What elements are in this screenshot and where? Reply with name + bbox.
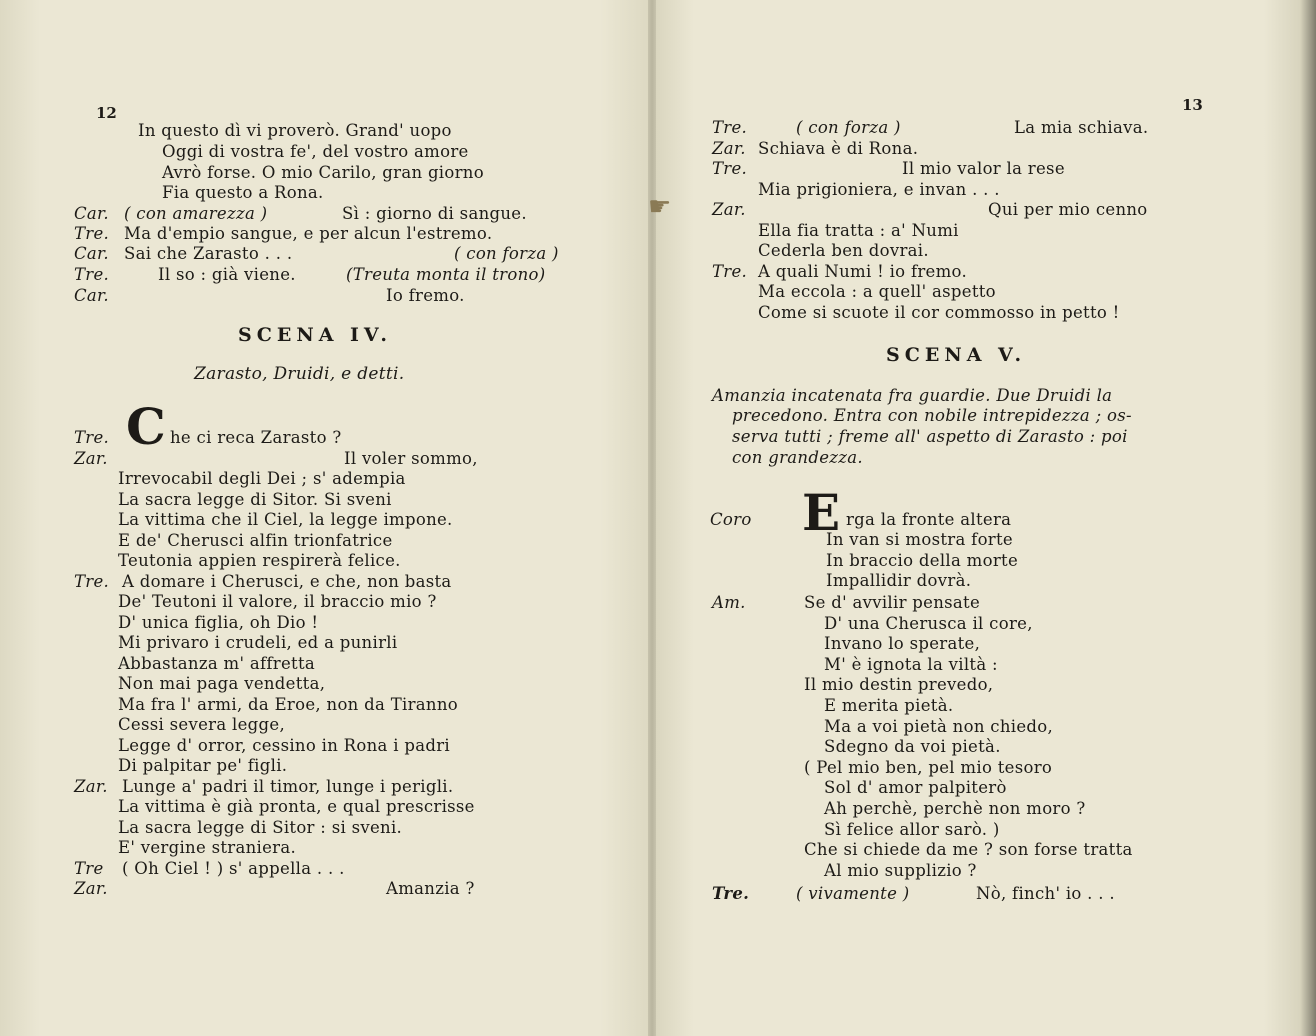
verse-line: Sai che Zarasto . . . <box>124 244 293 263</box>
verse-line: In questo dì vi proverò. Grand' uopo <box>138 121 452 140</box>
speaker: Am. <box>712 593 746 612</box>
pointing-hand-icon: ☛ <box>648 192 672 222</box>
verse-line: Avrò forse. O mio Carilo, gran giorno <box>162 163 484 182</box>
speaker: Coro <box>710 510 752 529</box>
verse-line: La mia schiava. <box>1014 118 1149 137</box>
speaker: Tre. <box>74 224 110 243</box>
stage-direction: ( con amarezza ) <box>124 204 268 223</box>
verse-line: La sacra legge di Sitor : si sveni. <box>118 817 403 837</box>
verse-line: Sì felice allor sarò. ) <box>824 819 1000 839</box>
verse-line: he ci reca Zarasto ? <box>170 428 342 447</box>
verse-line: In braccio della morte <box>826 551 1019 570</box>
verse-line: De' Teutoni il valore, il braccio mio ? <box>118 592 437 611</box>
verse-line: M' è ignota la viltà : <box>824 654 998 674</box>
scene-title: SCENA IV. <box>238 324 392 346</box>
verse-line: Abbastanza m' affretta <box>118 653 316 673</box>
verse-line: Cessi severa legge, <box>118 715 286 734</box>
verse-line: La vittima che il Ciel, la legge impone. <box>118 510 453 529</box>
drop-cap: E <box>802 483 841 542</box>
drop-cap: C <box>126 397 166 456</box>
verse-line: Ma a voi pietà non chiedo, <box>824 716 1054 736</box>
verse-line: Lunge a' padri il timor, lunge i perigli. <box>122 776 454 796</box>
verse-line: Il mio valor la rese <box>902 159 1065 178</box>
verse-line: Ah perchè, perchè non moro ? <box>824 799 1086 818</box>
verse-line: Al mio supplizio ? <box>824 860 977 880</box>
verse-line: La sacra legge di Sitor. Si sveni <box>118 489 392 509</box>
stage-direction: serva tutti ; freme all' aspetto di Zarasto : poi <box>732 427 1128 446</box>
verse-line: Teutonia appien respirerà felice. <box>118 551 401 570</box>
speaker: Car. <box>74 204 109 223</box>
verse-line: Ma fra l' armi, da Eroe, non da Tiranno <box>118 694 458 714</box>
stage-direction: precedono. Entra con nobile intrepidezza ; os- <box>732 406 1132 425</box>
verse-line: La vittima è già pronta, e qual prescrisse <box>118 797 475 816</box>
verse-line: Non mai paga vendetta, <box>118 674 326 693</box>
verse-line: Sdegno da voi pietà. <box>824 737 1001 757</box>
speaker: Zar. <box>74 448 108 468</box>
page-number-right: 13 <box>1182 96 1203 114</box>
verse-line: Che si chiede da me ? son forse tratta <box>804 840 1133 860</box>
speaker: Tre. <box>74 571 110 591</box>
verse-line: Il voler sommo, <box>344 448 478 468</box>
speaker: Zar. <box>74 879 108 898</box>
verse-line: D' unica figlia, oh Dio ! <box>118 612 319 632</box>
verse-line: In van si mostra forte <box>826 530 1013 549</box>
speaker: Tre. <box>712 261 748 281</box>
verse-line: Sol d' amor palpiterò <box>824 778 1007 798</box>
verse-line: Fia questo a Rona. <box>162 183 324 202</box>
verse-line: Ella fia tratta : a' Numi <box>758 220 959 240</box>
verse-line: Qui per mio cenno <box>988 200 1148 219</box>
verse-line: E de' Cherusci alfin trionfatrice <box>118 530 393 550</box>
verse-line: Ma eccola : a quell' aspetto <box>758 282 996 301</box>
speaker: Tre. <box>74 428 110 447</box>
scene-title: SCENA V. <box>886 344 1027 366</box>
speaker: Tre <box>74 858 104 878</box>
stage-direction: ( con forza ) <box>796 118 901 137</box>
speaker: Tre. <box>712 118 748 137</box>
verse-line: Cederla ben dovrai. <box>758 241 929 260</box>
stage-direction: Amanzia incatenata fra guardie. Due Druidi la <box>712 386 1113 405</box>
scene-subtitle: Zarasto, Druidi, e detti. <box>194 364 405 384</box>
speaker: Zar. <box>74 776 108 796</box>
verse-line: Mi privaro i crudeli, ed a punirli <box>118 633 398 652</box>
verse-line: Amanzia ? <box>386 879 475 898</box>
verse-line: Schiava è di Rona. <box>758 138 919 158</box>
verse-line: Come si scuote il cor commosso in petto ! <box>758 302 1120 322</box>
speaker: Tre. <box>712 884 750 903</box>
verse-line: ( Oh Ciel ! ) s' appella . . . <box>122 858 345 878</box>
verse-line: rga la fronte altera <box>846 510 1012 529</box>
stage-direction: con grandezza. <box>732 448 863 467</box>
verse-line: Nò, finch' io . . . <box>976 884 1115 903</box>
stage-direction: (Treuta monta il trono) <box>346 265 546 284</box>
speaker: Zar. <box>712 138 746 158</box>
verse-line: E' vergine straniera. <box>118 838 297 857</box>
verse-line: Il so : già viene. <box>158 265 296 284</box>
verse-line: Il mio destin prevedo, <box>804 675 994 695</box>
verse-line: Ma d'empio sangue, e per alcun l'estremo. <box>124 224 493 243</box>
verse-line: A domare i Cherusci, e che, non basta <box>122 571 452 591</box>
page-number-left: 12 <box>96 104 117 122</box>
verse-line: Impallidir dovrà. <box>826 571 972 590</box>
verse-line: D' una Cherusca il core, <box>824 613 1033 633</box>
verse-line: Oggi di vostra fe', del vostro amore <box>162 142 469 161</box>
verse-line: Io fremo. <box>386 286 465 305</box>
verse-line: Di palpitar pe' figli. <box>118 756 288 775</box>
verse-line: Mia prigioniera, e invan . . . <box>758 179 1000 199</box>
verse-line: E merita pietà. <box>824 696 954 715</box>
verse-line: Irrevocabil degli Dei ; s' adempia <box>118 469 406 488</box>
verse-line: Se d' avvilir pensate <box>804 593 981 612</box>
verse-line: Sì : giorno di sangue. <box>342 204 527 223</box>
speaker: Car. <box>74 286 109 305</box>
speaker: Tre. <box>712 159 748 178</box>
verse-line: ( Pel mio ben, pel mio tesoro <box>804 757 1053 777</box>
verse-line: Invano lo sperate, <box>824 634 981 654</box>
speaker: Zar. <box>712 200 746 219</box>
speaker: Car. <box>74 244 109 263</box>
verse-line: A quali Numi ! io fremo. <box>758 261 968 281</box>
stage-direction: ( vivamente ) <box>796 884 910 903</box>
page-edge <box>1300 0 1316 1036</box>
stage-direction: ( con forza ) <box>454 244 559 263</box>
verse-line: Legge d' orror, cessino in Rona i padri <box>118 735 450 755</box>
speaker: Tre. <box>74 265 110 284</box>
book-gutter <box>648 0 656 1036</box>
